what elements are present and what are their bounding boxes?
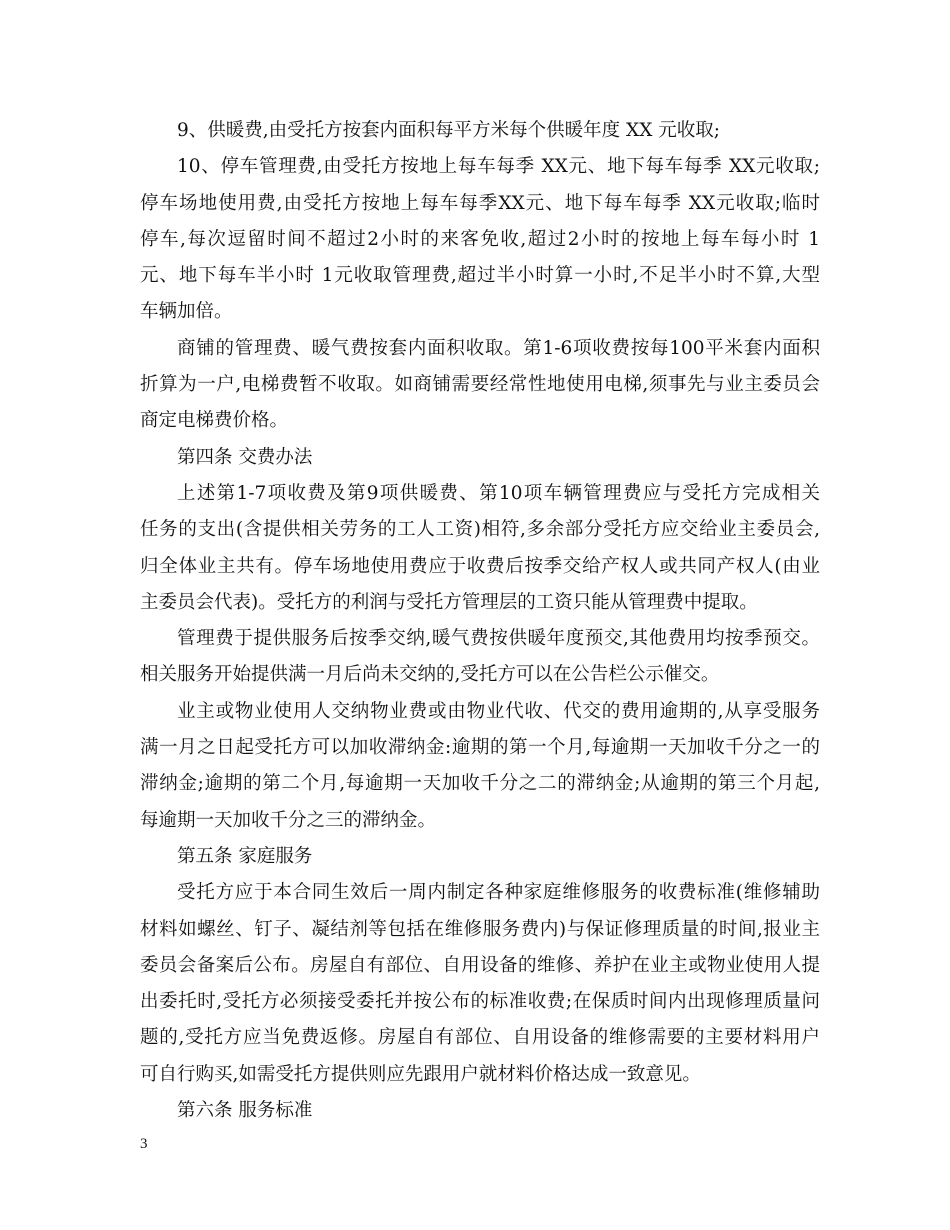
- paragraph-late-fee-line-1: 业主或物业使用人交纳物业费或由物业代收、代交的费用逾期的,从享受服务: [177, 700, 820, 722]
- paragraph-parking-line-1: 10、停车管理费,由受托方按地上每车每季 XX元、地下每车每季 XX元收取;: [177, 156, 820, 178]
- article-5-heading: 第五条 家庭服务: [177, 845, 313, 867]
- paragraph-home-service-line-1: 受托方应于本合同生效后一周内制定各种家庭维修服务的收费标准(维修辅助: [177, 882, 820, 904]
- paragraph-home-service-line-6: 可自行购买,如需受托方提供则应先跟用户就材料价格达成一致意见。: [140, 1063, 701, 1085]
- paragraph-home-service-line-5: 题的,受托方应当免费返修。房屋自有部位、自用设备的维修需要的主要材料用户: [140, 1027, 820, 1049]
- paragraph-shops-line-2: 折算为一户,电梯费暂不收取。如商铺需要经常性地使用电梯,须事先与业主委员会: [140, 374, 820, 396]
- paragraph-payment-line-2: 任务的支出(含提供相关劳务的工人工资)相符,多余部分受托方应交给业主委员会,: [140, 519, 820, 541]
- paragraph-late-fee-line-3: 滞纳金;逾期的第二个月,每逾期一天加收千分之二的滞纳金;从逾期的第三个月起,: [140, 773, 820, 795]
- paragraph-payment-line-4: 主委员会代表)。受托方的利润与受托方管理层的工资只能从管理费中提取。: [140, 591, 758, 613]
- paragraph-heating-fee: 9、供暖费,由受托方按套内面积每平方米每个供暖年度 XX 元收取;: [177, 120, 720, 141]
- paragraph-parking-line-3: 停车,每次逗留时间不超过2小时的来客免收,超过2小时的按地上每车每小时 1: [140, 228, 820, 250]
- article-4-heading: 第四条 交费办法: [177, 446, 313, 468]
- paragraph-parking-line-5: 车辆加倍。: [140, 301, 233, 323]
- paragraph-payment-line-1: 上述第1-7项收费及第9项供暖费、第10项车辆管理费应与受托方完成相关: [177, 482, 820, 504]
- paragraph-quarterly-line-2: 相关服务开始提供满一月后尚未交纳的,受托方可以在公告栏公示催交。: [140, 664, 720, 686]
- paragraph-home-service-line-2: 材料如螺丝、钉子、凝结剂等包括在维修服务费内)与保证修理质量的时间,报业主: [140, 918, 820, 940]
- page-number: 3: [140, 1136, 148, 1152]
- paragraph-home-service-line-3: 委员会备案后公布。房屋自有部位、自用设备的维修、养护在业主或物业使用人提: [140, 954, 820, 976]
- paragraph-home-service-line-4: 出委托时,受托方必须接受委托并按公布的标准收费;在保质时间内出现修理质量问: [140, 991, 820, 1013]
- paragraph-shops-line-3: 商定电梯费价格。: [140, 410, 289, 432]
- paragraph-quarterly-line-1: 管理费于提供服务后按季交纳,暖气费按供暖年度预交,其他费用均按季预交。: [177, 628, 820, 650]
- paragraph-shops-line-1: 商铺的管理费、暖气费按套内面积收取。第1-6项收费按每100平米套内面积: [177, 337, 820, 359]
- paragraph-late-fee-line-4: 每逾期一天加收千分之三的滞纳金。: [140, 809, 437, 831]
- body-text: [140, 113, 820, 1129]
- paragraph-parking-line-4: 元、地下每车半小时 1元收取管理费,超过半小时算一小时,不足半小时不算,大型: [140, 265, 820, 287]
- paragraph-late-fee-line-2: 满一月之日起受托方可以加收滞纳金:逾期的第一个月,每逾期一天加收千分之一的: [140, 737, 820, 759]
- paragraph-parking-line-2: 停车场地使用费,由受托方按地上每车每季XX元、地下每车每季 XX元收取;临时: [140, 192, 820, 214]
- article-6-heading: 第六条 服务标准: [177, 1100, 313, 1122]
- paragraph-payment-line-3: 归全体业主共有。停车场地使用费应于收费后按季交给产权人或共同产权人(由业: [140, 555, 820, 577]
